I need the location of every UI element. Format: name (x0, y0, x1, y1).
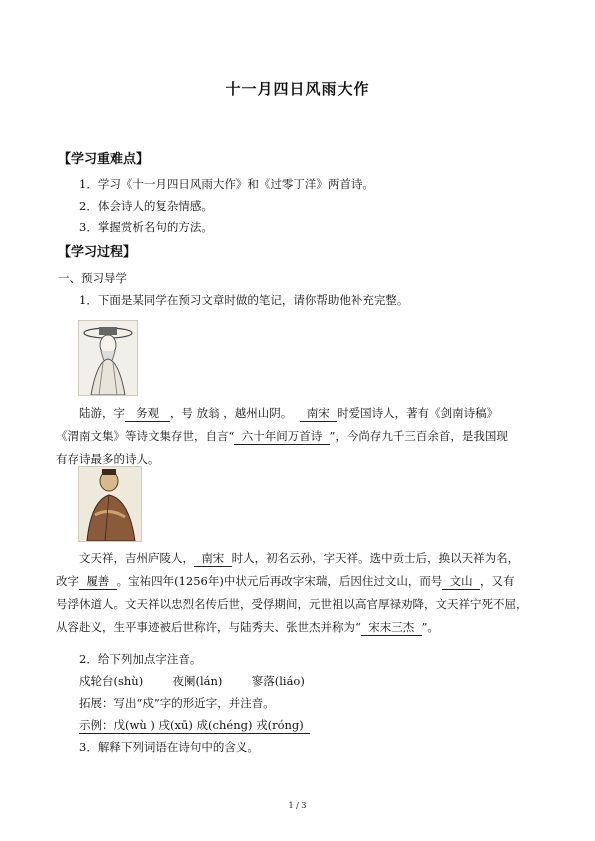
page-number: 1 / 3 (288, 801, 307, 810)
pinyin-item: 寥落(liáo) (251, 674, 305, 688)
blank-answer (194, 551, 232, 567)
blank-answer (125, 406, 170, 422)
answer-text: 文山 (449, 574, 473, 588)
text: 从容赴义，生平事迹被后世称许，与陆秀夫、张世杰并称为“ (56, 620, 361, 634)
part-heading: 一、预习导学 (58, 271, 127, 285)
list-item: 1．学习《十一月四日风雨大作》和《过零丁洋》两首诗。 (79, 177, 374, 191)
text: 时爱国诗人，著有《剑南诗稿》 (337, 406, 499, 420)
answer-text: 六十年间万首诗 (241, 429, 323, 443)
page-title: 十一月四日风雨大作 (225, 80, 370, 98)
wen-tianxiang-paragraph (56, 547, 556, 639)
answer-text: 南宋 (306, 406, 330, 420)
blank-answer (300, 406, 338, 422)
example-text: 示例：戊(wù ) 戌(xū) 成(chéng) 戎(róng) (79, 718, 310, 734)
blank-answer (361, 620, 422, 636)
wen-tianxiang-portrait-image (78, 466, 142, 542)
text: ”，今尚存九千三百余首，是我国现 (329, 429, 508, 443)
answer-text: 南宋 (201, 551, 225, 565)
text: 改字 (56, 574, 79, 588)
section-heading-process: 【学习过程】 (58, 245, 137, 260)
example-answer (79, 717, 310, 733)
text: 。宝祐四年(1256年)中状元后再改字宋瑞，后因住过文山，而号 (116, 574, 443, 588)
text: 号浮休道人。文天祥以忠烈名传后世，受俘期间，元世祖以高官厚禄劝降，文天祥宁死不屈， (56, 597, 528, 611)
list-item: 2．体会诗人的复杂情感。 (79, 199, 213, 213)
text: 文天祥，吉州庐陵人， (79, 551, 194, 565)
blank-answer (442, 574, 480, 590)
text: ”。 (421, 620, 439, 634)
section-heading-key-points: 【学习重难点】 (58, 152, 150, 167)
question-3: 3．解释下列词语在诗句中的含义。 (79, 740, 259, 754)
text: 陆游，字 (79, 406, 125, 420)
pinyin-item: 戍轮台(shù) (79, 674, 144, 688)
text: 时人，初名云孙，字天祥。选中贡士后，换以天祥为名， (231, 551, 520, 565)
blank-answer (79, 574, 117, 590)
list-item: 3．掌握赏析名句的方法。 (79, 220, 213, 234)
lu-you-portrait-image (78, 320, 138, 396)
answer-text: 履善 (86, 574, 110, 588)
question-2: 2．给下列加点字注音。 (79, 652, 202, 666)
text: 《渭南文集》等诗文集存世，自言“ (56, 429, 235, 443)
pinyin-item: 夜阑(lán) (172, 674, 223, 688)
extension-prompt: 拓展：写出“戍”字的形近字，并注音。 (79, 696, 275, 710)
answer-text: 务观 (135, 406, 159, 420)
answer-text: 宋末三杰 (368, 620, 415, 634)
text: ，又有 (480, 574, 515, 588)
pinyin-row (79, 673, 305, 689)
text: 有存诗最多的诗人。 (56, 452, 160, 466)
text: ，号 放翁 ，越州山阴。 (169, 406, 293, 420)
blank-answer (234, 429, 329, 445)
lu-you-paragraph (56, 402, 556, 471)
question-1: 1．下面是某同学在预习文章时做的笔记，请你帮助他补充完整。 (79, 293, 409, 307)
